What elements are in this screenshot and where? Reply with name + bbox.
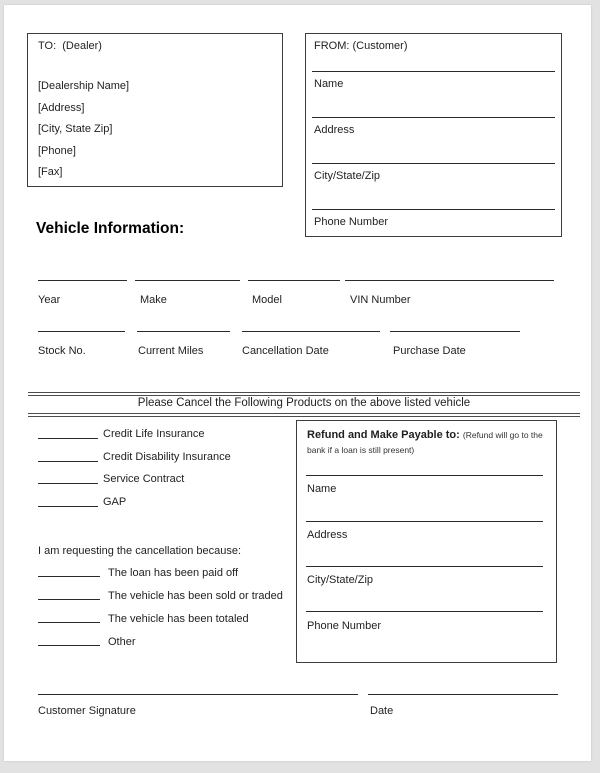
refund-payable-header-bold: Refund and Make Payable to: bbox=[307, 429, 460, 441]
from-customer-box bbox=[305, 33, 562, 237]
vehicle-information-heading: Vehicle Information: bbox=[36, 220, 185, 237]
date-field[interactable] bbox=[368, 694, 558, 695]
refund-city-state-zip-label: City/State/Zip bbox=[307, 574, 374, 586]
model-field[interactable] bbox=[248, 280, 340, 281]
credit-disability-insurance-field[interactable] bbox=[38, 461, 98, 462]
to-dealer-placeholders bbox=[38, 76, 129, 184]
vehicle-totaled-label: The vehicle has been totaled bbox=[108, 613, 249, 625]
dealership-fax-placeholder[interactable]: [Fax] bbox=[38, 166, 63, 179]
date-label: Date bbox=[370, 705, 394, 717]
cancellation-reason-prompt: I am requesting the cancellation because: bbox=[38, 545, 242, 557]
other-reason-label: Other bbox=[108, 636, 136, 648]
customer-city-state-zip-field[interactable] bbox=[312, 163, 555, 164]
to-dealer-box bbox=[27, 33, 283, 187]
gap-field[interactable] bbox=[38, 506, 98, 507]
other-reason-field[interactable] bbox=[38, 645, 100, 646]
refund-name-field[interactable] bbox=[306, 475, 543, 476]
refund-phone-field[interactable] bbox=[306, 611, 543, 612]
refund-payable-header-note: (Refund will go to the bank if a loan is still present) bbox=[307, 430, 543, 455]
refund-address-field[interactable] bbox=[306, 521, 543, 522]
vin-number-field[interactable] bbox=[345, 280, 554, 281]
from-customer-header: FROM: (Customer) bbox=[314, 40, 408, 52]
customer-phone-field[interactable] bbox=[312, 209, 555, 210]
dealership-name-placeholder[interactable]: [Dealership Name] bbox=[38, 80, 130, 92]
vin-number-label: VIN Number bbox=[350, 294, 411, 306]
customer-address-label: Address bbox=[314, 124, 355, 136]
credit-life-insurance-field[interactable] bbox=[38, 438, 98, 439]
loan-paid-off-label: The loan has been paid off bbox=[108, 567, 239, 579]
refund-address-label: Address bbox=[307, 529, 348, 541]
banner-bottom-rule bbox=[28, 413, 580, 417]
year-label: Year bbox=[38, 294, 61, 306]
vehicle-sold-or-traded-field[interactable] bbox=[38, 599, 100, 600]
customer-signature-label: Customer Signature bbox=[38, 705, 136, 717]
stock-no-field[interactable] bbox=[38, 331, 125, 332]
customer-phone-label: Phone Number bbox=[314, 216, 388, 228]
banner-top-rule bbox=[28, 392, 580, 396]
refund-name-label: Name bbox=[307, 483, 337, 495]
purchase-date-label: Purchase Date bbox=[393, 345, 466, 357]
make-field[interactable] bbox=[135, 280, 240, 281]
loan-paid-off-field[interactable] bbox=[38, 576, 100, 577]
credit-life-insurance-label: Credit Life Insurance bbox=[103, 428, 205, 440]
customer-signature-field[interactable] bbox=[38, 694, 358, 695]
dealership-address-placeholder[interactable]: [Address] bbox=[38, 101, 85, 114]
vehicle-totaled-field[interactable] bbox=[38, 622, 100, 623]
service-contract-field[interactable] bbox=[38, 483, 98, 484]
cancellation-date-field[interactable] bbox=[242, 331, 380, 332]
cancellation-date-label: Cancellation Date bbox=[242, 345, 329, 357]
service-contract-label: Service Contract bbox=[103, 473, 185, 485]
refund-payable-header bbox=[307, 428, 545, 458]
purchase-date-field[interactable] bbox=[390, 331, 520, 332]
vehicle-sold-or-traded-label: The vehicle has been sold or traded bbox=[108, 590, 283, 602]
document-page bbox=[4, 5, 591, 761]
credit-disability-insurance-label: Credit Disability Insurance bbox=[103, 451, 231, 463]
customer-city-state-zip-label: City/State/Zip bbox=[314, 170, 381, 182]
year-field[interactable] bbox=[38, 280, 127, 281]
to-dealer-header: TO: (Dealer) bbox=[38, 40, 102, 52]
customer-name-field[interactable] bbox=[312, 71, 555, 72]
current-miles-label: Current Miles bbox=[138, 345, 204, 357]
customer-address-field[interactable] bbox=[312, 117, 555, 118]
refund-phone-label: Phone Number bbox=[307, 620, 381, 632]
dealership-city-state-zip-placeholder[interactable]: [City, State Zip] bbox=[38, 123, 113, 136]
refund-payable-box bbox=[296, 420, 557, 663]
current-miles-field[interactable] bbox=[137, 331, 230, 332]
stock-no-label: Stock No. bbox=[38, 345, 86, 357]
gap-label: GAP bbox=[103, 496, 127, 508]
customer-name-label: Name bbox=[314, 78, 344, 90]
dealership-phone-placeholder[interactable]: [Phone] bbox=[38, 144, 76, 157]
cancel-banner-text: Please Cancel the Following Products on the above listed vehicle bbox=[137, 397, 471, 409]
refund-city-state-zip-field[interactable] bbox=[306, 566, 543, 567]
make-label: Make bbox=[140, 294, 167, 306]
model-label: Model bbox=[252, 294, 282, 306]
